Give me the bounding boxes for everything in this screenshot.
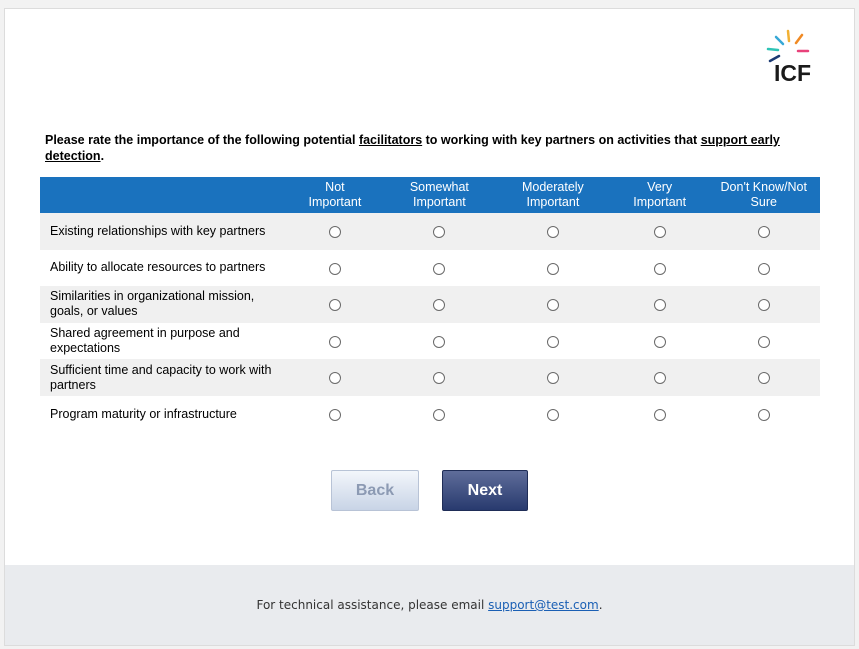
radio-not-important[interactable]: [329, 372, 341, 384]
row-label: Shared agreement in purpose and expectations: [50, 326, 240, 356]
logo-text: ICF: [774, 60, 812, 85]
radio-dont-know[interactable]: [758, 263, 770, 275]
radio-dont-know[interactable]: [758, 372, 770, 384]
table-row: [40, 286, 820, 323]
radio-somewhat-important[interactable]: [433, 409, 445, 421]
icf-logo: [764, 27, 834, 85]
radio-somewhat-important[interactable]: [433, 299, 445, 311]
radio-very-important[interactable]: [654, 226, 666, 238]
radio-dont-know[interactable]: [758, 226, 770, 238]
col-not-important: Not Important: [285, 177, 385, 213]
grid-header-blank: [40, 177, 285, 213]
survey-page: [4, 8, 855, 646]
footer: [5, 565, 854, 645]
col-dont-know: Don't Know/Not Sure: [708, 177, 820, 213]
radio-dont-know[interactable]: [758, 336, 770, 348]
early-detection-link: support early detection: [45, 133, 780, 163]
radio-not-important[interactable]: [329, 263, 341, 275]
row-label: Ability to allocate resources to partners: [50, 260, 266, 275]
table-row: [40, 213, 820, 250]
row-label: Existing relationships with key partners: [40, 213, 285, 250]
radio-somewhat-important[interactable]: [433, 372, 445, 384]
radio-somewhat-important[interactable]: [433, 336, 445, 348]
radio-moderately-important[interactable]: [547, 336, 559, 348]
col-somewhat-important: Somewhat Important: [385, 177, 494, 213]
footer-suffix: .: [598, 598, 603, 612]
grid-header-row: [40, 177, 820, 213]
radio-not-important[interactable]: [329, 226, 341, 238]
radio-very-important[interactable]: [654, 263, 666, 275]
table-row: [40, 250, 820, 287]
radio-somewhat-important[interactable]: [433, 263, 445, 275]
radio-moderately-important[interactable]: [547, 372, 559, 384]
back-button[interactable]: Back: [331, 470, 419, 511]
radio-not-important[interactable]: [329, 299, 341, 311]
next-button[interactable]: Next: [442, 470, 528, 511]
radio-moderately-important[interactable]: [547, 263, 559, 275]
col-very-important: Very Important: [612, 177, 708, 213]
rating-grid: [40, 177, 820, 433]
radio-moderately-important[interactable]: [547, 226, 559, 238]
radio-somewhat-important[interactable]: [433, 226, 445, 238]
footer-text: [5, 598, 854, 612]
radio-very-important[interactable]: [654, 299, 666, 311]
question-part-1: Please rate the importance of the following potential: [45, 133, 359, 147]
row-label: Similarities in organizational mission, goals, or values: [40, 286, 285, 323]
question-part-3: .: [100, 149, 105, 163]
table-row: [40, 323, 820, 360]
radio-very-important[interactable]: [654, 336, 666, 348]
table-row: [40, 396, 820, 433]
question-text: [45, 132, 815, 164]
radio-dont-know[interactable]: [758, 299, 770, 311]
radio-dont-know[interactable]: [758, 409, 770, 421]
radio-not-important[interactable]: [329, 409, 341, 421]
row-label: Program maturity or infrastructure: [50, 406, 237, 421]
facilitators-link: facilitators: [358, 133, 423, 147]
radio-very-important[interactable]: [654, 372, 666, 384]
row-label: Sufficient time and capacity to work with partners: [40, 359, 285, 396]
question-part-2: to working with key partners on activities that: [422, 133, 701, 147]
radio-not-important[interactable]: [329, 336, 341, 348]
radio-very-important[interactable]: [654, 409, 666, 421]
radio-moderately-important[interactable]: [547, 409, 559, 421]
table-row: [40, 359, 820, 396]
col-moderately-important: Moderately Important: [494, 177, 612, 213]
support-email-link[interactable]: support@test.com: [488, 598, 599, 612]
radio-moderately-important[interactable]: [547, 299, 559, 311]
footer-message: For technical assistance, please email: [256, 598, 489, 612]
